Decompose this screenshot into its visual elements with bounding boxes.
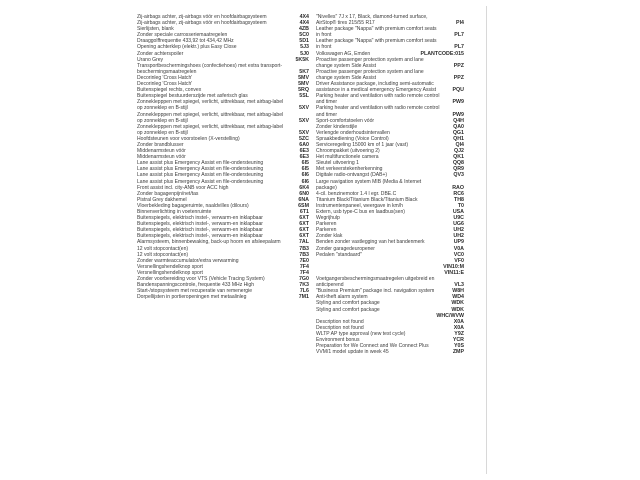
option-code: 5K5K: [295, 56, 309, 63]
option-code: PW9: [452, 99, 464, 106]
option-code: 7M1: [298, 294, 309, 301]
option-description: Preparation for We Connect and We Connect Plus: [316, 343, 429, 350]
option-description: Styling and comfort package: [316, 306, 380, 313]
option-description: Instrumentenpaneel, weergave in km/h: [316, 202, 403, 209]
option-row: [137, 99, 309, 111]
option-description: Proactive passenger protection system and lane change system Side Assist: [316, 68, 424, 81]
option-code: X0A: [453, 324, 464, 331]
option-description: Proactive passenger protection system and lane change system Side Assist: [316, 56, 424, 69]
option-code: 5RQ: [298, 87, 309, 94]
option-description: WLTP AP type approval (new test cycle): [316, 330, 406, 337]
option-description: Voetgangersbeschermingsmaatregelen uitgebreid en anticiperend: [316, 276, 435, 289]
option-description: Dorpellijsten in portieropeningen met metaalinleg: [137, 294, 247, 301]
option-description: Middenarmsteun vóór: [137, 148, 186, 155]
option-code: UG6: [453, 221, 464, 228]
option-description: Het multifunctionele camera: [316, 154, 379, 161]
option-code: PL7: [454, 44, 464, 51]
option-description: Sport-comfortstoelen vóór: [316, 117, 375, 124]
option-description: Anti-theft alarm system: [316, 294, 368, 301]
option-row: [137, 124, 309, 136]
option-description: Versnellingshendelknop sport: [137, 263, 203, 270]
option-description: Large navigation system MIB (Media & Internet package): [316, 178, 422, 191]
option-description: Zonneklepppen met spiegel, verlicht, uittrekbaar, met airbag-label op zonneklep en B-stijl: [137, 111, 284, 124]
option-code: VF0: [454, 257, 464, 264]
option-description: Parking heater and ventilation with radio remote control and timer: [316, 105, 440, 118]
option-code: 7F4: [299, 263, 309, 270]
option-description: Parkeren: [316, 221, 337, 228]
option-code: 6I6: [301, 172, 309, 179]
option-code: 5K7: [299, 68, 309, 75]
option-description: Bandenspanningscontrole, frequentie 433 MHz High: [137, 282, 254, 289]
option-description: Zonder brandblusser: [137, 141, 184, 148]
option-description: "Business Premium" package incl. navigation system: [316, 288, 435, 295]
option-code: QA0: [453, 123, 464, 130]
option-row: [137, 294, 309, 300]
option-code: QQ8: [452, 160, 464, 167]
option-description: Zonder voorbereiding voor VTS (Vehicle Tracing System): [137, 276, 265, 283]
option-code: X0A: [453, 318, 464, 325]
option-code: RC6: [453, 190, 464, 197]
option-row: [316, 38, 464, 50]
option-code: 5J3: [300, 44, 309, 51]
option-description: Binnenverlichting in voetenruimte: [137, 209, 212, 215]
option-description: Buitenspiegel rechts, convex: [137, 87, 202, 94]
option-description: Urano Grey: [137, 56, 164, 63]
option-description: Verlengde onderhoudsintervallen: [316, 129, 390, 136]
option-code: QR9: [453, 166, 464, 173]
option-code: PPZ: [453, 62, 464, 69]
option-description: Parking heater and ventilation with radio remote control and timer: [316, 93, 440, 106]
option-row: [316, 93, 464, 105]
option-description: Middenarmsteun vóór: [137, 154, 186, 161]
option-row: [316, 276, 464, 288]
page-edge-divider: [486, 6, 487, 474]
option-description: Buitenspiegels, elektrisch instel-, verwarm-en inklapbaar: [137, 221, 263, 228]
option-code: 6N0: [299, 190, 309, 197]
option-code: 6I5: [301, 160, 309, 167]
option-description: Parkeren: [316, 227, 337, 234]
option-code: 6XT: [299, 215, 309, 222]
option-code: 5J0: [300, 50, 309, 57]
option-description: Zonder garagedeuropener: [316, 245, 375, 252]
option-code: 6T1: [299, 209, 309, 215]
option-code: UP9: [453, 239, 464, 246]
option-code: QH1: [453, 135, 464, 142]
option-description: Buitenspiegel bestuurderszijde met asferisch glas: [137, 93, 248, 100]
option-description: Zonder bagagenpijn/net/tas: [137, 190, 199, 197]
option-code: WHC/WVW: [436, 312, 464, 319]
option-row: [137, 112, 309, 124]
option-description: Sierlijsten, blank: [137, 26, 174, 33]
option-description: 4-cil. benzinemotor 1.4 l egr. DBE.C: [316, 190, 397, 197]
option-code: 7AL: [298, 239, 309, 246]
option-description: Lane assist plus Emergency Assist en file-ondersteuning: [137, 166, 264, 173]
option-code: 7E0: [299, 257, 309, 264]
option-description: Zonneklepppen met spiegel, verlicht, uittrekbaar, met airbag-label op zonneklep en B-stijl: [137, 99, 284, 112]
option-description: Driver Assistance package, including semi-automatic assistance in a medical emergency Emergency Assist: [316, 81, 437, 94]
option-description: Lane assist plus Emergency Assist en file-ondersteuning: [137, 178, 264, 185]
option-description: Description not found: [316, 324, 364, 331]
right-option-column: [316, 14, 464, 355]
option-description: Chroompakket (uitvoering 2): [316, 148, 380, 155]
option-description: Serviceregeling 15000 km of 1 jaar (vast): [316, 141, 409, 148]
option-description: Alarmsysteem, binnenbewaking, back-up hoorn en afsleepalarm: [137, 239, 281, 246]
option-description: Met verkeerstekenherkenning: [316, 166, 383, 173]
option-code: QG1: [452, 129, 464, 136]
option-row: [316, 179, 464, 191]
option-code: QK1: [453, 154, 464, 161]
option-code: RAO: [452, 184, 464, 191]
option-code: 7L6: [299, 288, 309, 295]
option-description: Zonder speciale carrosseriemaatregelen: [137, 32, 228, 39]
option-code: ZMP: [452, 349, 464, 356]
option-description: Zonder kinderstijle: [316, 123, 358, 130]
option-description: Volkswagen AG, Emden: [316, 50, 371, 57]
option-code: Y0S: [453, 343, 464, 350]
option-code: PL7: [454, 32, 464, 39]
option-code: 7B3: [299, 245, 309, 252]
option-description: Hoofdsteunen voor voorstoelen (X-verstelling): [137, 135, 240, 142]
option-code: PW9: [452, 111, 464, 118]
option-row: [316, 349, 464, 355]
option-code: 5MV: [298, 81, 309, 88]
option-code: 6I6: [301, 178, 309, 185]
option-code: 5XV: [298, 129, 309, 136]
option-description: Lane assist plus Emergency Assist en file-ondersteuning: [137, 172, 264, 179]
option-code: 6K4: [299, 184, 309, 191]
option-description: Titanium Black/Titanium Black/Titanium Black: [316, 196, 418, 203]
option-code: 6NA: [298, 196, 309, 203]
option-description: Zonneklepppen met spiegel, verlicht, uittrekbaar, met airbag-label op zonneklep en B-stijl: [137, 123, 284, 136]
option-description: Pistral Grey dakhemel: [137, 196, 187, 203]
option-row: [316, 57, 464, 69]
option-code: QV3: [453, 172, 464, 179]
option-description: 12 volt stopcontact(en): [137, 245, 189, 252]
option-description: Leather package "Nappa" with premium comfort seats in front: [316, 38, 437, 51]
option-code: 5XV: [298, 117, 309, 124]
option-description: Lane assist plus Emergency Assist en file-ondersteuning: [137, 160, 264, 167]
option-code: QI4: [455, 141, 464, 148]
option-description: Decorinleg 'Cross Hatch': [137, 81, 193, 88]
option-code: 6A0: [299, 141, 309, 148]
option-code: PLANTCODE:015: [420, 50, 464, 57]
option-code: VIN11:E: [444, 269, 464, 276]
option-description: Pedalen "standaard": [316, 251, 362, 258]
option-code: 6XT: [299, 221, 309, 228]
option-code: Y9Z: [454, 330, 464, 337]
option-code: 7G0: [298, 276, 309, 283]
option-description: Buitenspiegels, elektrisch instel-, verwarm-en inklapbaar: [137, 227, 263, 234]
option-row: [316, 105, 464, 117]
option-description: Leather package "Nappa" with premium comfort seats in front: [316, 26, 437, 39]
option-code: UH2: [453, 233, 464, 240]
option-description: Transportbeschermingshoes (confectiehoes) met extra transport-beschermingsmaatregelen: [137, 62, 283, 75]
option-code: 5MV: [298, 74, 309, 81]
option-code: V0A: [453, 245, 464, 252]
option-code: WDK: [451, 300, 464, 307]
option-code: Q4H: [453, 117, 464, 124]
option-code: WD4: [452, 294, 464, 301]
option-code: VL3: [454, 282, 464, 289]
option-description: VVM/1 model update in week 45: [316, 349, 389, 356]
option-code: 7B3: [299, 251, 309, 258]
option-row: [316, 81, 464, 93]
option-description: "Nivelles" 7J x 17, Black, diamond-turned surface, AirStop® tires 215/55 R17: [316, 14, 428, 27]
option-description: Extern, usb type-C bus en laadbus(sen): [316, 209, 405, 215]
option-code: 4ZB: [298, 26, 309, 33]
option-row: [316, 69, 464, 81]
option-code: 7K3: [299, 282, 309, 289]
option-code: T0: [457, 202, 464, 209]
option-code: 6E3: [299, 154, 309, 161]
option-code: UH2: [453, 227, 464, 234]
option-code: 6I5: [301, 166, 309, 173]
option-description: Zonder warmteaccumulator/extra verwarming: [137, 257, 239, 264]
option-description: Opening achterklep (elektr.) plus Easy Close: [137, 44, 237, 51]
option-description: Benden zonder vastlegging van het bandenmerk: [316, 239, 425, 246]
option-code: PQU: [452, 87, 464, 94]
option-description: Environment bonus: [316, 336, 360, 343]
option-code: PPZ: [453, 74, 464, 81]
option-code: 7F4: [299, 269, 309, 276]
option-code: 5D1: [299, 38, 309, 45]
option-description: Start-/stopsysteem met recuperatie van remenergie: [137, 288, 253, 295]
option-code: WDK: [451, 306, 464, 313]
option-code: 5ZC: [298, 135, 309, 142]
option-description: Spraakbediening (Voice Control): [316, 135, 389, 142]
option-code: U9C: [453, 215, 464, 222]
option-description: Versnellingshendelknop sport: [137, 269, 203, 276]
option-code: VIN10:M: [443, 263, 464, 270]
option-row: [316, 26, 464, 38]
option-row: [316, 14, 464, 26]
option-code: 6XT: [299, 233, 309, 240]
option-description: Buitenspiegels, elektrisch instel-, verwarm-en inklapbaar: [137, 233, 263, 240]
option-description: Zonder achterspoiler: [137, 50, 184, 57]
option-code: USA: [452, 209, 464, 215]
left-option-column: [137, 14, 309, 300]
option-code: W8H: [452, 288, 464, 295]
option-code: QJ2: [453, 148, 464, 155]
option-description: Zij-airbags achter, zij-airbags vóór en hoofdairbagsysteem: [137, 14, 267, 20]
option-code: 4X4: [299, 14, 309, 20]
option-description: Wegrijhulp: [316, 215, 340, 222]
option-code: VC0: [453, 251, 464, 258]
option-code: PI4: [456, 20, 464, 27]
option-code: 5C0: [299, 32, 309, 39]
option-description: Styling and comfort package: [316, 300, 380, 307]
option-code: 5XV: [298, 105, 309, 112]
option-description: Front assist incl. city-ANB voor ACC high: [137, 184, 229, 191]
option-code: 6SM: [298, 202, 309, 209]
option-description: Digitale radio-ontvangst (DAB+): [316, 172, 388, 179]
option-code: 6XT: [299, 227, 309, 234]
option-code: 6E3: [299, 148, 309, 155]
option-description: Zonder klak: [316, 233, 343, 240]
option-description: 12 volt stopcontact(en): [137, 251, 189, 258]
option-description: Sleutel uitvoering 1: [316, 160, 359, 167]
option-description: Buitenspiegels, elektrisch instel-, verwarm-en inklapbaar: [137, 215, 263, 222]
option-description: Zij-airbags achter, zij-airbags vóór en hoofdairbagsysteem: [137, 20, 267, 27]
option-code: TH8: [453, 196, 464, 203]
option-code: YCR: [452, 336, 464, 343]
option-description: Draaggolffrequentie 433,92 tot 434,42 MHz: [137, 38, 234, 45]
option-code: 4X4: [299, 20, 309, 27]
option-description: Description not found: [316, 318, 364, 325]
option-description: Decorinleg 'Cross Hatch': [137, 74, 193, 81]
option-description: Vloerbekleding bagageruimte, naaldvilles (dilours): [137, 202, 249, 209]
option-row: [137, 63, 309, 75]
option-code: 5SL: [299, 93, 309, 100]
